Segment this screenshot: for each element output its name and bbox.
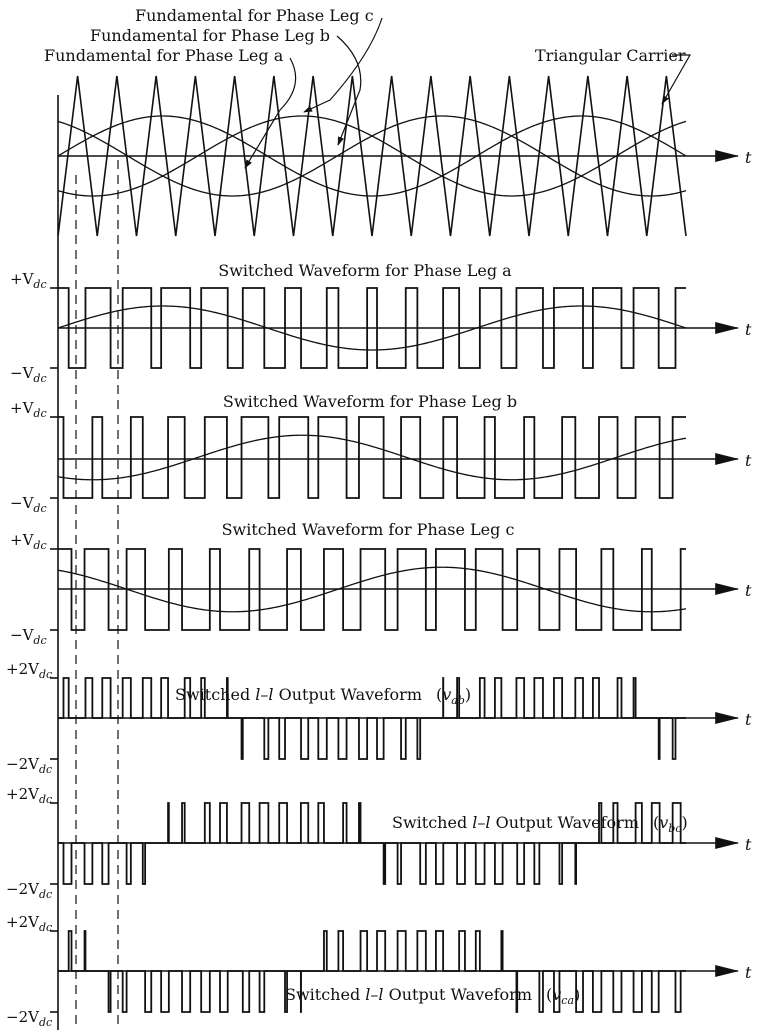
carrier-annotation: Triangular Carrier	[535, 46, 686, 65]
vab-title: Switched l–l Output Waveform $(v_{ab})$	[175, 685, 472, 707]
carrier-t-label: t	[745, 148, 752, 167]
fundamental-c-annotation: Fundamental for Phase Leg c	[135, 6, 374, 25]
vbc-title: Switched l–l Output Waveform $(v_{bc})$	[392, 813, 688, 835]
phase_b-t-label: t	[745, 451, 752, 470]
vca-t-label: t	[745, 963, 752, 982]
vab-t-label: t	[745, 710, 752, 729]
phase-a-panel	[10, 261, 752, 385]
vbc-y-bottom-label: $-2V_{dc}$	[6, 880, 53, 901]
vbc-t-label: t	[745, 835, 752, 854]
phase_b-title: Switched Waveform for Phase Leg b	[222, 392, 518, 411]
phase_b-y-bottom-label: $-V_{dc}$	[10, 494, 47, 515]
vca-y-top-label: $+2V_{dc}$	[6, 913, 53, 934]
fundamental-b-annotation: Fundamental for Phase Leg b	[90, 26, 330, 45]
phase_a-t-label: t	[745, 320, 752, 339]
phase_a-y-bottom-label: $-V_{dc}$	[10, 364, 47, 385]
phase_a-y-top-label: $+V_{dc}$	[10, 270, 47, 291]
phase_c-y-top-label: $+V_{dc}$	[10, 531, 47, 552]
vab-y-bottom-label: $-2V_{dc}$	[6, 755, 53, 776]
phase_b-switched-trace	[58, 417, 686, 498]
vca-y-bottom-label: $-2V_{dc}$	[6, 1008, 53, 1029]
phase_c-t-label: t	[745, 581, 752, 600]
phase-b-panel	[10, 392, 752, 515]
phase-c-panel	[10, 520, 752, 647]
leader-fundamental-a	[245, 58, 296, 168]
vab-y-top-label: $+2V_{dc}$	[6, 660, 53, 681]
fundamental-a-annotation: Fundamental for Phase Leg a	[44, 46, 284, 65]
vca-title: Switched l–l Output Waveform $(v_{ca})$	[285, 985, 581, 1007]
vbc-y-top-label: $+2V_{dc}$	[6, 785, 53, 806]
carrier-panel	[44, 6, 752, 236]
phase_c-y-bottom-label: $-V_{dc}$	[10, 626, 47, 647]
phase_b-y-top-label: $+V_{dc}$	[10, 399, 47, 420]
phase_c-title: Switched Waveform for Phase Leg c	[221, 520, 515, 539]
phase_b-fundamental-trace	[58, 435, 686, 480]
phase_a-title: Switched Waveform for Phase Leg a	[218, 261, 512, 280]
